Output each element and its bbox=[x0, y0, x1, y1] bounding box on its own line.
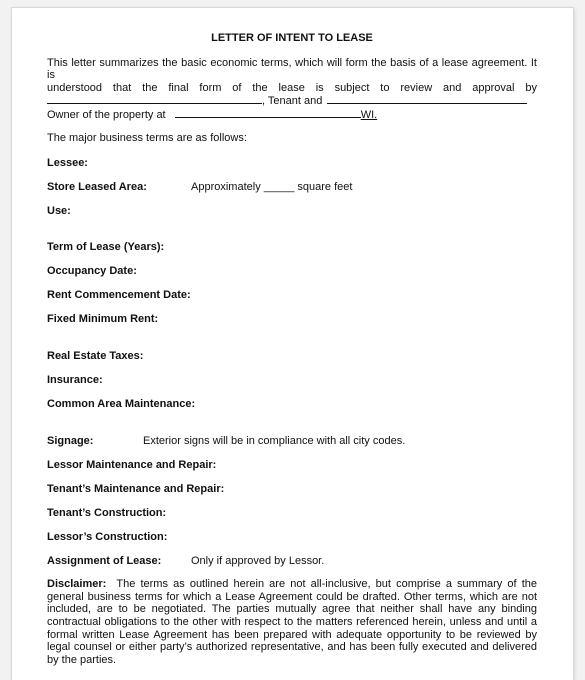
intro-line-3 bbox=[47, 94, 537, 108]
blank-line-tenant bbox=[47, 94, 262, 104]
blank-line-property bbox=[175, 108, 361, 118]
term-label: Signage: bbox=[47, 435, 94, 448]
term-tenant-construction bbox=[47, 507, 537, 520]
intro-line-2: understood that the final form of the lease is subject to review and approval by bbox=[47, 81, 537, 94]
term-label: Insurance: bbox=[47, 374, 103, 387]
term-label: Common Area Maintenance: bbox=[47, 398, 196, 411]
term-label: Occupancy Date: bbox=[47, 265, 137, 278]
document-content bbox=[47, 32, 537, 666]
term-label: Lessee: bbox=[47, 157, 88, 170]
term-lessor-construction bbox=[47, 531, 537, 544]
term-value: Only if approved by Lessor. bbox=[191, 555, 325, 568]
term-assignment-of-lease bbox=[47, 555, 537, 568]
term-label: Tenant’s Maintenance and Repair: bbox=[47, 483, 225, 496]
term-label: Rent Commencement Date: bbox=[47, 289, 191, 302]
term-label: Store Leased Area: bbox=[47, 181, 147, 194]
term-real-estate-taxes bbox=[47, 350, 537, 363]
disclaimer-paragraph bbox=[47, 578, 537, 666]
document-page bbox=[12, 8, 573, 680]
intro-line-1: This letter summarizes the basic economic terms, which will form the basis of a lease agreement. It is bbox=[47, 56, 537, 82]
term-label: Fixed Minimum Rent: bbox=[47, 313, 159, 326]
intro-line-4 bbox=[47, 108, 537, 122]
term-label: Assignment of Lease: bbox=[47, 555, 162, 568]
term-fixed-minimum-rent bbox=[47, 313, 537, 326]
term-common-area-maintenance bbox=[47, 398, 537, 411]
term-lessor-maintenance bbox=[47, 459, 537, 472]
disclaimer-text: The terms as outlined herein are not all-inclusive, but comprise a summary of the general business terms for which a Lease Agreement could be drafted. Other terms, which are not included, are to be negotiated. The parties mutually agree that neither shall have any binding contractual obligations to the other with respect to the matters referenced herein, unless and until a formal written Lease Agreement has been prepared with adequate opportunity to be reviewed by legal counsel or either party’s authorized representative, and has been fully executed and delivered by the parties. bbox=[47, 578, 538, 666]
term-value: Exterior signs will be in compliance with all city codes. bbox=[143, 435, 406, 448]
term-rent-commencement-date bbox=[47, 289, 537, 302]
term-label: Lessor Maintenance and Repair: bbox=[47, 459, 217, 472]
term-use bbox=[47, 205, 537, 218]
term-store-leased-area bbox=[47, 181, 537, 194]
tenant-label: , Tenant and bbox=[262, 95, 323, 108]
term-label: Use: bbox=[47, 205, 71, 218]
term-lessee bbox=[47, 157, 537, 170]
wi-label: WI. bbox=[360, 108, 378, 121]
term-tenant-maintenance bbox=[47, 483, 537, 496]
term-value: Approximately _____ square feet bbox=[191, 181, 353, 194]
term-label: Term of Lease (Years): bbox=[47, 241, 165, 254]
term-label: Real Estate Taxes: bbox=[47, 350, 144, 363]
blank-line-owner-name bbox=[327, 94, 527, 104]
document-title: LETTER OF INTENT TO LEASE bbox=[211, 32, 373, 44]
term-label: Lessor’s Construction: bbox=[47, 531, 168, 544]
term-term-of-lease bbox=[47, 241, 537, 254]
term-signage bbox=[47, 435, 537, 448]
term-occupancy-date bbox=[47, 265, 537, 278]
term-label: Tenant’s Construction: bbox=[47, 507, 167, 520]
owner-label: Owner of the property at bbox=[47, 108, 166, 121]
term-insurance bbox=[47, 374, 537, 387]
terms-intro: The major business terms are as follows: bbox=[47, 131, 247, 144]
disclaimer-label: Disclaimer: bbox=[47, 578, 107, 591]
